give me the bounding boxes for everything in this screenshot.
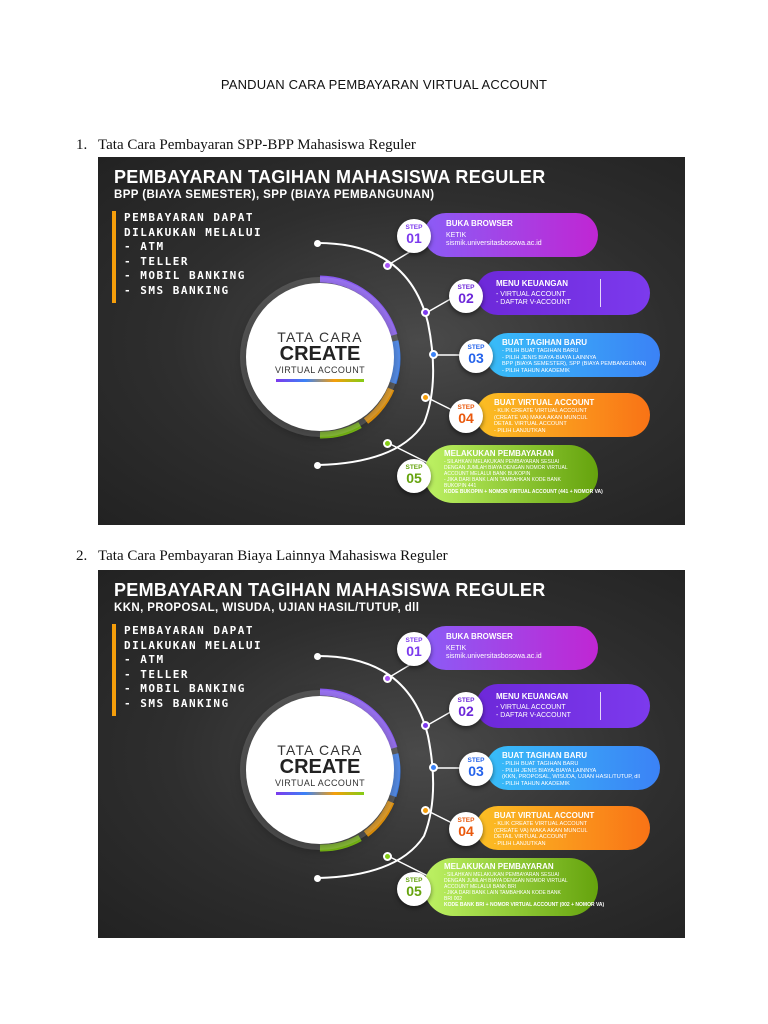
step-5-badge <box>397 459 431 493</box>
step-text: 02 <box>458 703 474 719</box>
step-text: - JIKA DARI BANK LAIN TAMBAHKAN KODE BANK <box>444 890 561 896</box>
step-text: 03 <box>468 350 484 366</box>
method-mobile-banking: - MOBIL BANKING <box>124 269 246 282</box>
center-circle <box>246 696 394 844</box>
arc-dot-2 <box>421 721 430 730</box>
step-3-body <box>502 348 646 374</box>
infographic-spp-bpp <box>98 157 685 525</box>
step-text: DETAIL VIRTUAL ACCOUNT <box>494 421 567 428</box>
document-title: PANDUAN CARA PEMBAYARAN VIRTUAL ACCOUNT <box>220 77 548 92</box>
methods-intro-line: DILAKUKAN MELALUI <box>124 225 263 239</box>
section-heading-1 <box>76 137 416 154</box>
step-text: 04 <box>458 823 474 839</box>
center-line-2: CREATE <box>279 343 361 365</box>
section-number: 1. <box>76 137 88 153</box>
step-1-body <box>446 232 542 248</box>
step-text: - PILIH TAHUN AKADEMIK <box>502 367 570 374</box>
step-1-badge <box>397 632 431 666</box>
methods-intro-line: DILAKUKAN MELALUI <box>124 638 263 652</box>
step-3-title: BUAT TAGIHAN BARU <box>502 338 588 347</box>
methods-intro-line: PEMBAYARAN DAPAT <box>124 624 254 637</box>
step-text: DETAIL VIRTUAL ACCOUNT <box>494 834 567 841</box>
step-text: - PILIH LANJUTKAN <box>494 840 546 847</box>
step-4-body <box>494 821 588 847</box>
step-text: 01 <box>406 230 422 246</box>
step-5-title: MELAKUKAN PEMBAYARAN <box>444 862 554 871</box>
step-text: - PILIH JENIS BIAYA-BIAYA LAINNYA <box>502 767 597 774</box>
center-line-2: CREATE <box>279 756 361 778</box>
step-text: (CREATE VA) MAKA AKAN MUNCUL <box>494 414 588 421</box>
infographic-subtitle: BPP (BIAYA SEMESTER), SPP (BIAYA PEMBANGUNAN) <box>114 189 435 201</box>
step-text: 05 <box>406 883 422 899</box>
step-text: BUKOPIN 441 <box>444 483 477 489</box>
center-line-1: TATA CARA <box>277 742 363 758</box>
section-heading-text: Tata Cara Pembayaran SPP-BPP Mahasiswa Reguler <box>98 137 416 153</box>
step-3-body <box>502 761 640 787</box>
arc-dot-3 <box>429 763 438 772</box>
step-text: KODE BANK BRI + NOMOR VIRTUAL ACCOUNT (002 + NOMOR VA) <box>444 902 605 908</box>
step-text: sismik.universitasbosowa.ac.id <box>446 653 542 660</box>
step-3-badge <box>459 339 493 373</box>
step-text: KODE BUKOPIN + NOMOR VIRTUAL ACCOUNT (441 + NOMOR VA) <box>444 489 603 495</box>
step-text: - KLIK CREATE VIRTUAL ACCOUNT <box>494 821 588 827</box>
method-teller: - TELLER <box>124 254 189 268</box>
step-3-title: BUAT TAGIHAN BARU <box>502 751 588 760</box>
step-text: STEP <box>405 877 423 884</box>
arc-dot-4 <box>421 393 430 402</box>
step-5-badge <box>397 872 431 906</box>
step-text: - PILIH BUAT TAGIHAN BARU <box>502 348 579 354</box>
step-text: BRI 002 <box>444 896 463 902</box>
method-sms-banking: - SMS BANKING <box>124 696 230 710</box>
section-number: 2. <box>76 548 88 564</box>
step-5-body <box>444 872 604 908</box>
arc-dot-3 <box>429 350 438 359</box>
step-2-title: MENU KEUANGAN <box>496 692 568 701</box>
section-heading-2 <box>76 548 448 565</box>
infographic-title: PEMBAYARAN TAGIHAN MAHASISWA REGULER <box>114 167 546 187</box>
step-2-body <box>496 291 571 307</box>
infographic-biaya-lainnya <box>98 570 685 938</box>
method-teller: - TELLER <box>124 667 189 681</box>
step-text: - DAFTAR V-ACCOUNT <box>496 299 571 306</box>
divider <box>600 692 601 720</box>
center-color-bar <box>276 792 364 795</box>
step-1-body <box>446 645 542 661</box>
step-4-title: BUAT VIRTUAL ACCOUNT <box>494 398 595 407</box>
step-text: 03 <box>468 763 484 779</box>
step-text: STEP <box>405 637 423 644</box>
arc-end-dot <box>314 240 321 247</box>
center-color-bar <box>276 379 364 382</box>
step-text: KETIK <box>446 232 467 239</box>
step-text: 04 <box>458 410 474 426</box>
step-5-body <box>444 459 603 495</box>
method-atm: - ATM <box>124 240 165 253</box>
arc-end-dot <box>314 653 321 660</box>
arc-dot-5 <box>383 852 392 861</box>
divider <box>600 279 601 307</box>
step-text: ACCOUNT MELALUI BANK BUKOPIN <box>444 471 531 477</box>
step-text: - PILIH BUAT TAGIHAN BARU <box>502 761 579 767</box>
step-text: STEP <box>457 404 475 411</box>
method-mobile-banking: - MOBIL BANKING <box>124 682 246 695</box>
step-5-title: MELAKUKAN PEMBAYARAN <box>444 449 554 458</box>
center-line-3: VIRTUAL ACCOUNT <box>274 365 365 375</box>
step-4-title: BUAT VIRTUAL ACCOUNT <box>494 811 595 820</box>
arc-dot-2 <box>421 308 430 317</box>
arc-dot-4 <box>421 806 430 815</box>
step-4-badge <box>449 812 483 846</box>
step-text: 01 <box>406 643 422 659</box>
infographic-subtitle: KKN, PROPOSAL, WISUDA, UJIAN HASIL/TUTUP, dll <box>114 602 420 614</box>
step-text: DENGAN JUMLAH BIAYA DENGAN NOMOR VIRTUAL <box>444 878 568 884</box>
arc-end-dot <box>314 462 321 469</box>
step-text: 05 <box>406 470 422 486</box>
step-text: STEP <box>405 464 423 471</box>
step-text: ACCOUNT MELALUI BANK BRI <box>444 884 517 890</box>
methods-intro-line: PEMBAYARAN DAPAT <box>124 211 254 224</box>
step-text: KETIK <box>446 645 467 652</box>
step-text: (CREATE VA) MAKA AKAN MUNCUL <box>494 827 588 834</box>
step-2-title: MENU KEUANGAN <box>496 279 568 288</box>
step-4-badge <box>449 399 483 433</box>
step-text: - SILAHKAN MELAKUKAN PEMBAYARAN SESUAI <box>444 459 560 465</box>
step-text: - KLIK CREATE VIRTUAL ACCOUNT <box>494 408 588 414</box>
arc-end-dot <box>314 875 321 882</box>
step-text: - VIRTUAL ACCOUNT <box>496 291 566 298</box>
step-2-badge <box>449 692 483 726</box>
step-1-badge <box>397 219 431 253</box>
step-text: STEP <box>457 284 475 291</box>
step-1-title: BUKA BROWSER <box>446 632 513 641</box>
step-text: STEP <box>457 817 475 824</box>
arc-dot-5 <box>383 439 392 448</box>
step-text: - PILIH TAHUN AKADEMIK <box>502 780 570 787</box>
method-sms-banking: - SMS BANKING <box>124 283 230 297</box>
center-line-3: VIRTUAL ACCOUNT <box>274 778 365 788</box>
step-text: sismik.universitasbosowa.ac.id <box>446 240 542 247</box>
step-text: STEP <box>467 344 485 351</box>
step-text: - DAFTAR V-ACCOUNT <box>496 712 571 719</box>
infographic-title: PEMBAYARAN TAGIHAN MAHASISWA REGULER <box>114 580 546 600</box>
step-3-badge <box>459 752 493 786</box>
step-text: STEP <box>467 757 485 764</box>
step-2-body <box>496 704 571 720</box>
step-text: DENGAN JUMLAH BIAYA DENGAN NOMOR VIRTUAL <box>444 465 568 471</box>
center-circle <box>246 283 394 431</box>
method-atm: - ATM <box>124 653 165 666</box>
step-text: - JIKA DARI BANK LAIN TAMBAHKAN KODE BANK <box>444 477 561 483</box>
step-text: STEP <box>405 224 423 231</box>
step-1-title: BUKA BROWSER <box>446 219 513 228</box>
step-2-badge <box>449 279 483 313</box>
step-text: - SILAHKAN MELAKUKAN PEMBAYARAN SESUAI <box>444 872 560 878</box>
arc-dot-1 <box>383 674 392 683</box>
arc-dot-1 <box>383 261 392 270</box>
step-text: BPP (BIAYA SEMESTER), SPP (BIAYA PEMBANGUNAN) <box>502 361 647 368</box>
step-text: - PILIH JENIS BIAYA-BIAYA LAINNYA <box>502 354 597 361</box>
step-text: - PILIH LANJUTKAN <box>494 427 546 434</box>
step-4-body <box>494 408 588 434</box>
section-heading-text: Tata Cara Pembayaran Biaya Lainnya Mahasiswa Reguler <box>98 548 448 564</box>
step-text: (KKN, PROPOSAL, WISUDA, UJIAN HASIL/TUTUP, dll <box>502 774 640 781</box>
step-text: 02 <box>458 290 474 306</box>
step-text: STEP <box>457 697 475 704</box>
center-line-1: TATA CARA <box>277 329 363 345</box>
step-text: - VIRTUAL ACCOUNT <box>496 704 566 711</box>
